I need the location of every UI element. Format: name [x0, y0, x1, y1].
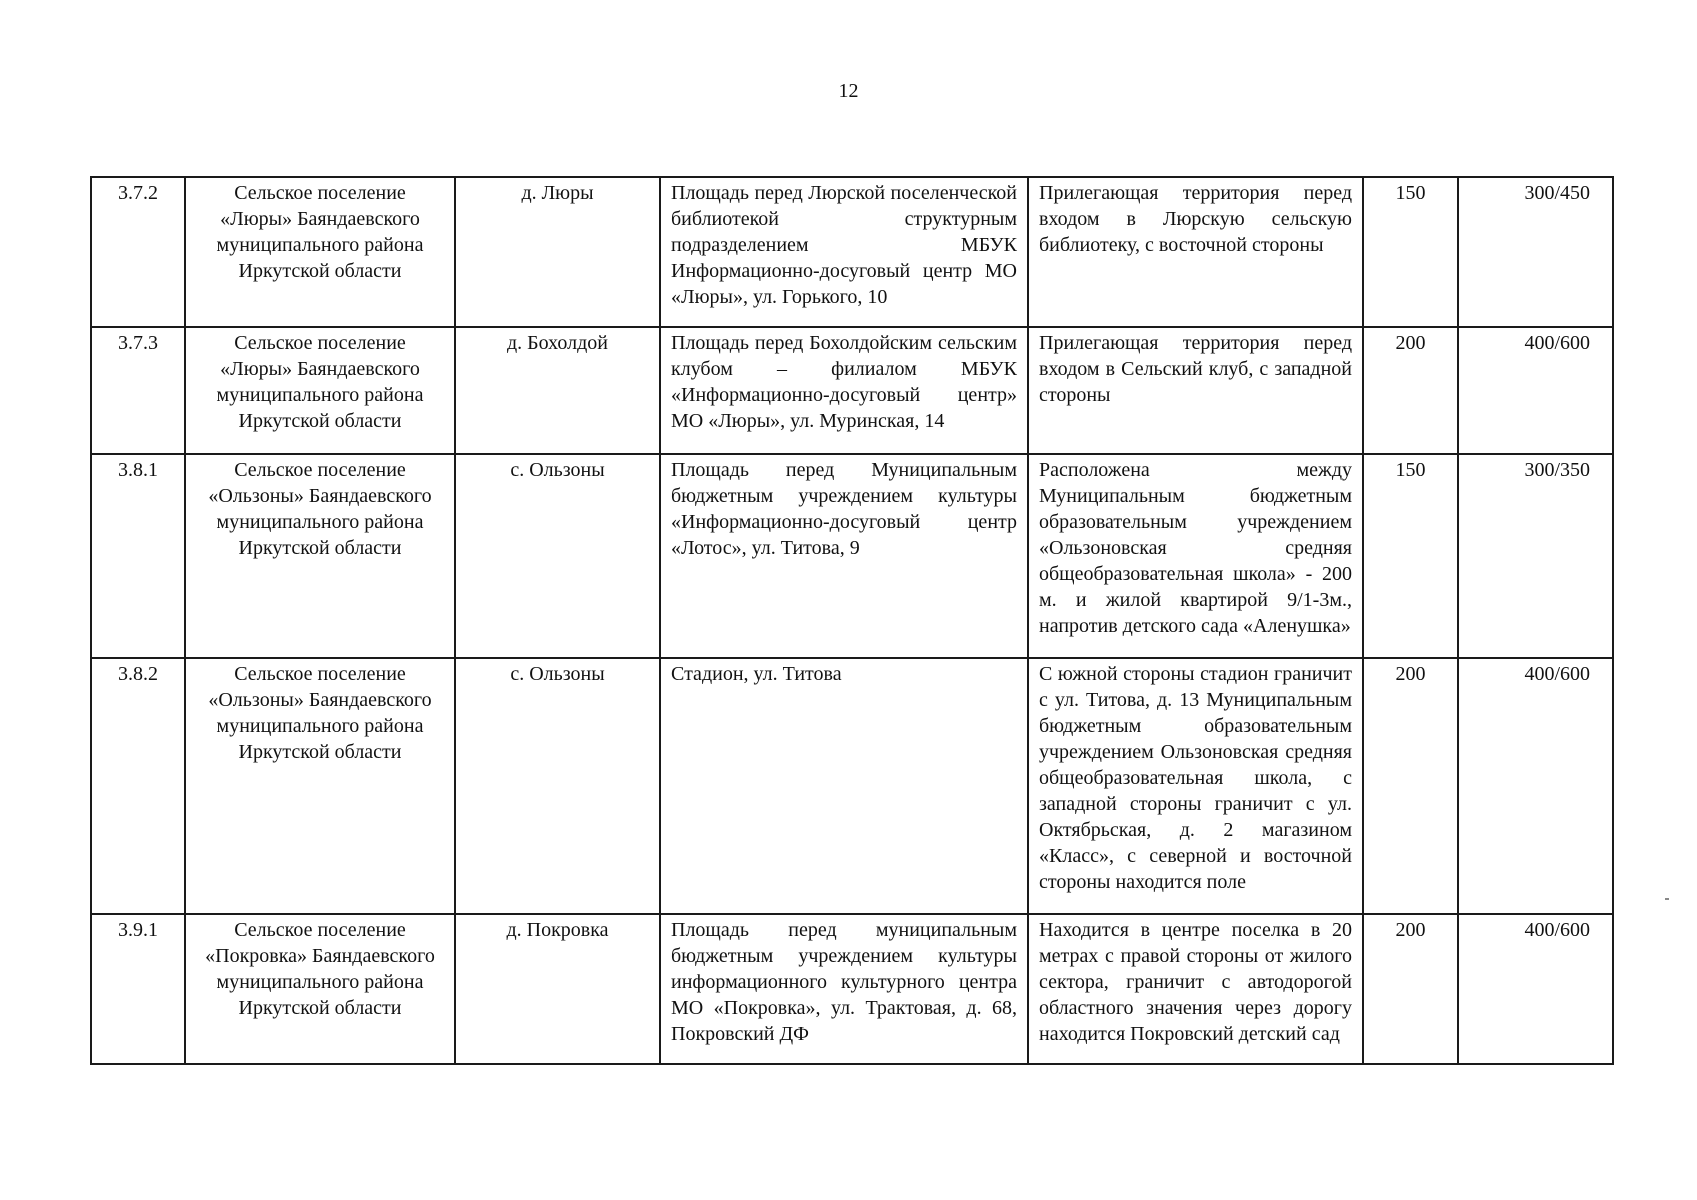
- description-cell: Прилегающая территория перед входом в Люрскую сельскую библиотеку, с восточной стороны: [1028, 177, 1363, 327]
- capacity-cell: 400/600: [1458, 658, 1613, 914]
- table-row: [91, 454, 1613, 658]
- settlement-cell: Сельское поселение «Люры» Баяндаевского муниципального района Иркутской области: [185, 327, 455, 454]
- settlement-cell: Сельское поселение «Люры» Баяндаевского муниципального района Иркутской области: [185, 177, 455, 327]
- locality-cell: с. Ользоны: [455, 658, 660, 914]
- locality-cell: д. Бохолдой: [455, 327, 660, 454]
- area-cell: 200: [1363, 658, 1458, 914]
- area-cell: 200: [1363, 914, 1458, 1064]
- scan-speck: [1665, 898, 1669, 900]
- row-number-cell: 3.8.2: [91, 658, 185, 914]
- settlement-cell: Сельское поселение «Покровка» Баяндаевского муниципального района Иркутской области: [185, 914, 455, 1064]
- settlement-cell: Сельское поселение «Ользоны» Баяндаевского муниципального района Иркутской области: [185, 454, 455, 658]
- area-cell: 200: [1363, 327, 1458, 454]
- area-cell: 150: [1363, 177, 1458, 327]
- row-number-cell: 3.7.2: [91, 177, 185, 327]
- description-cell: Прилегающая территория перед входом в Сельский клуб, с западной стороны: [1028, 327, 1363, 454]
- locality-cell: д. Покровка: [455, 914, 660, 1064]
- table-row: [91, 177, 1613, 327]
- capacity-cell: 400/600: [1458, 914, 1613, 1064]
- place-cell: Стадион, ул. Титова: [660, 658, 1028, 914]
- capacity-cell: 400/600: [1458, 327, 1613, 454]
- row-number-cell: 3.7.3: [91, 327, 185, 454]
- row-number-cell: 3.9.1: [91, 914, 185, 1064]
- place-cell: Площадь перед Люрской поселенческой библиотекой структурным подразделением МБУК Информационно-досуговый центр МО «Люры», ул. Горького, 10: [660, 177, 1028, 327]
- row-number-cell: 3.8.1: [91, 454, 185, 658]
- place-cell: Площадь перед Бохолдойским сельским клубом – филиалом МБУК «Информационно-досуговый центр» МО «Люры», ул. Муринская, 14: [660, 327, 1028, 454]
- locality-cell: с. Ользоны: [455, 454, 660, 658]
- capacity-cell: 300/450: [1458, 177, 1613, 327]
- settlement-cell: Сельское поселение «Ользоны» Баяндаевского муниципального района Иркутской области: [185, 658, 455, 914]
- page-number: 12: [838, 80, 859, 102]
- capacity-cell: 300/350: [1458, 454, 1613, 658]
- table-row: [91, 327, 1613, 454]
- description-cell: Расположена между Муниципальным бюджетным образовательным учреждением «Ользоновская средняя общеобразовательная школа» - 200 м. и жилой квартирой 9/1-3м., напротив детского сада «Аленушка»: [1028, 454, 1363, 658]
- locality-cell: д. Люры: [455, 177, 660, 327]
- area-cell: 150: [1363, 454, 1458, 658]
- description-cell: Находится в центре поселка в 20 метрах с правой стороны от жилого сектора, граничит с автодорогой областного значения через дорогу находится Покровский детский сад: [1028, 914, 1363, 1064]
- place-cell: Площадь перед муниципальным бюджетным учреждением культуры информационного культурного центра МО «Покровка», ул. Трактовая, д. 68, Покровский ДФ: [660, 914, 1028, 1064]
- place-cell: Площадь перед Муниципальным бюджетным учреждением культуры «Информационно-досуговый центр «Лотос», ул. Титова, 9: [660, 454, 1028, 658]
- description-cell: С южной стороны стадион граничит с ул. Титова, д. 13 Муниципальным бюджетным образовательным учреждением Ользоновская средняя общеобразовательная школа, с западной стороны граничит с ул. Октябрьская, д. 2 магазином «Класс», с северной и восточной стороны находится поле: [1028, 658, 1363, 914]
- table-row: [91, 914, 1613, 1064]
- locations-table: [90, 176, 1614, 1065]
- table-row: [91, 658, 1613, 914]
